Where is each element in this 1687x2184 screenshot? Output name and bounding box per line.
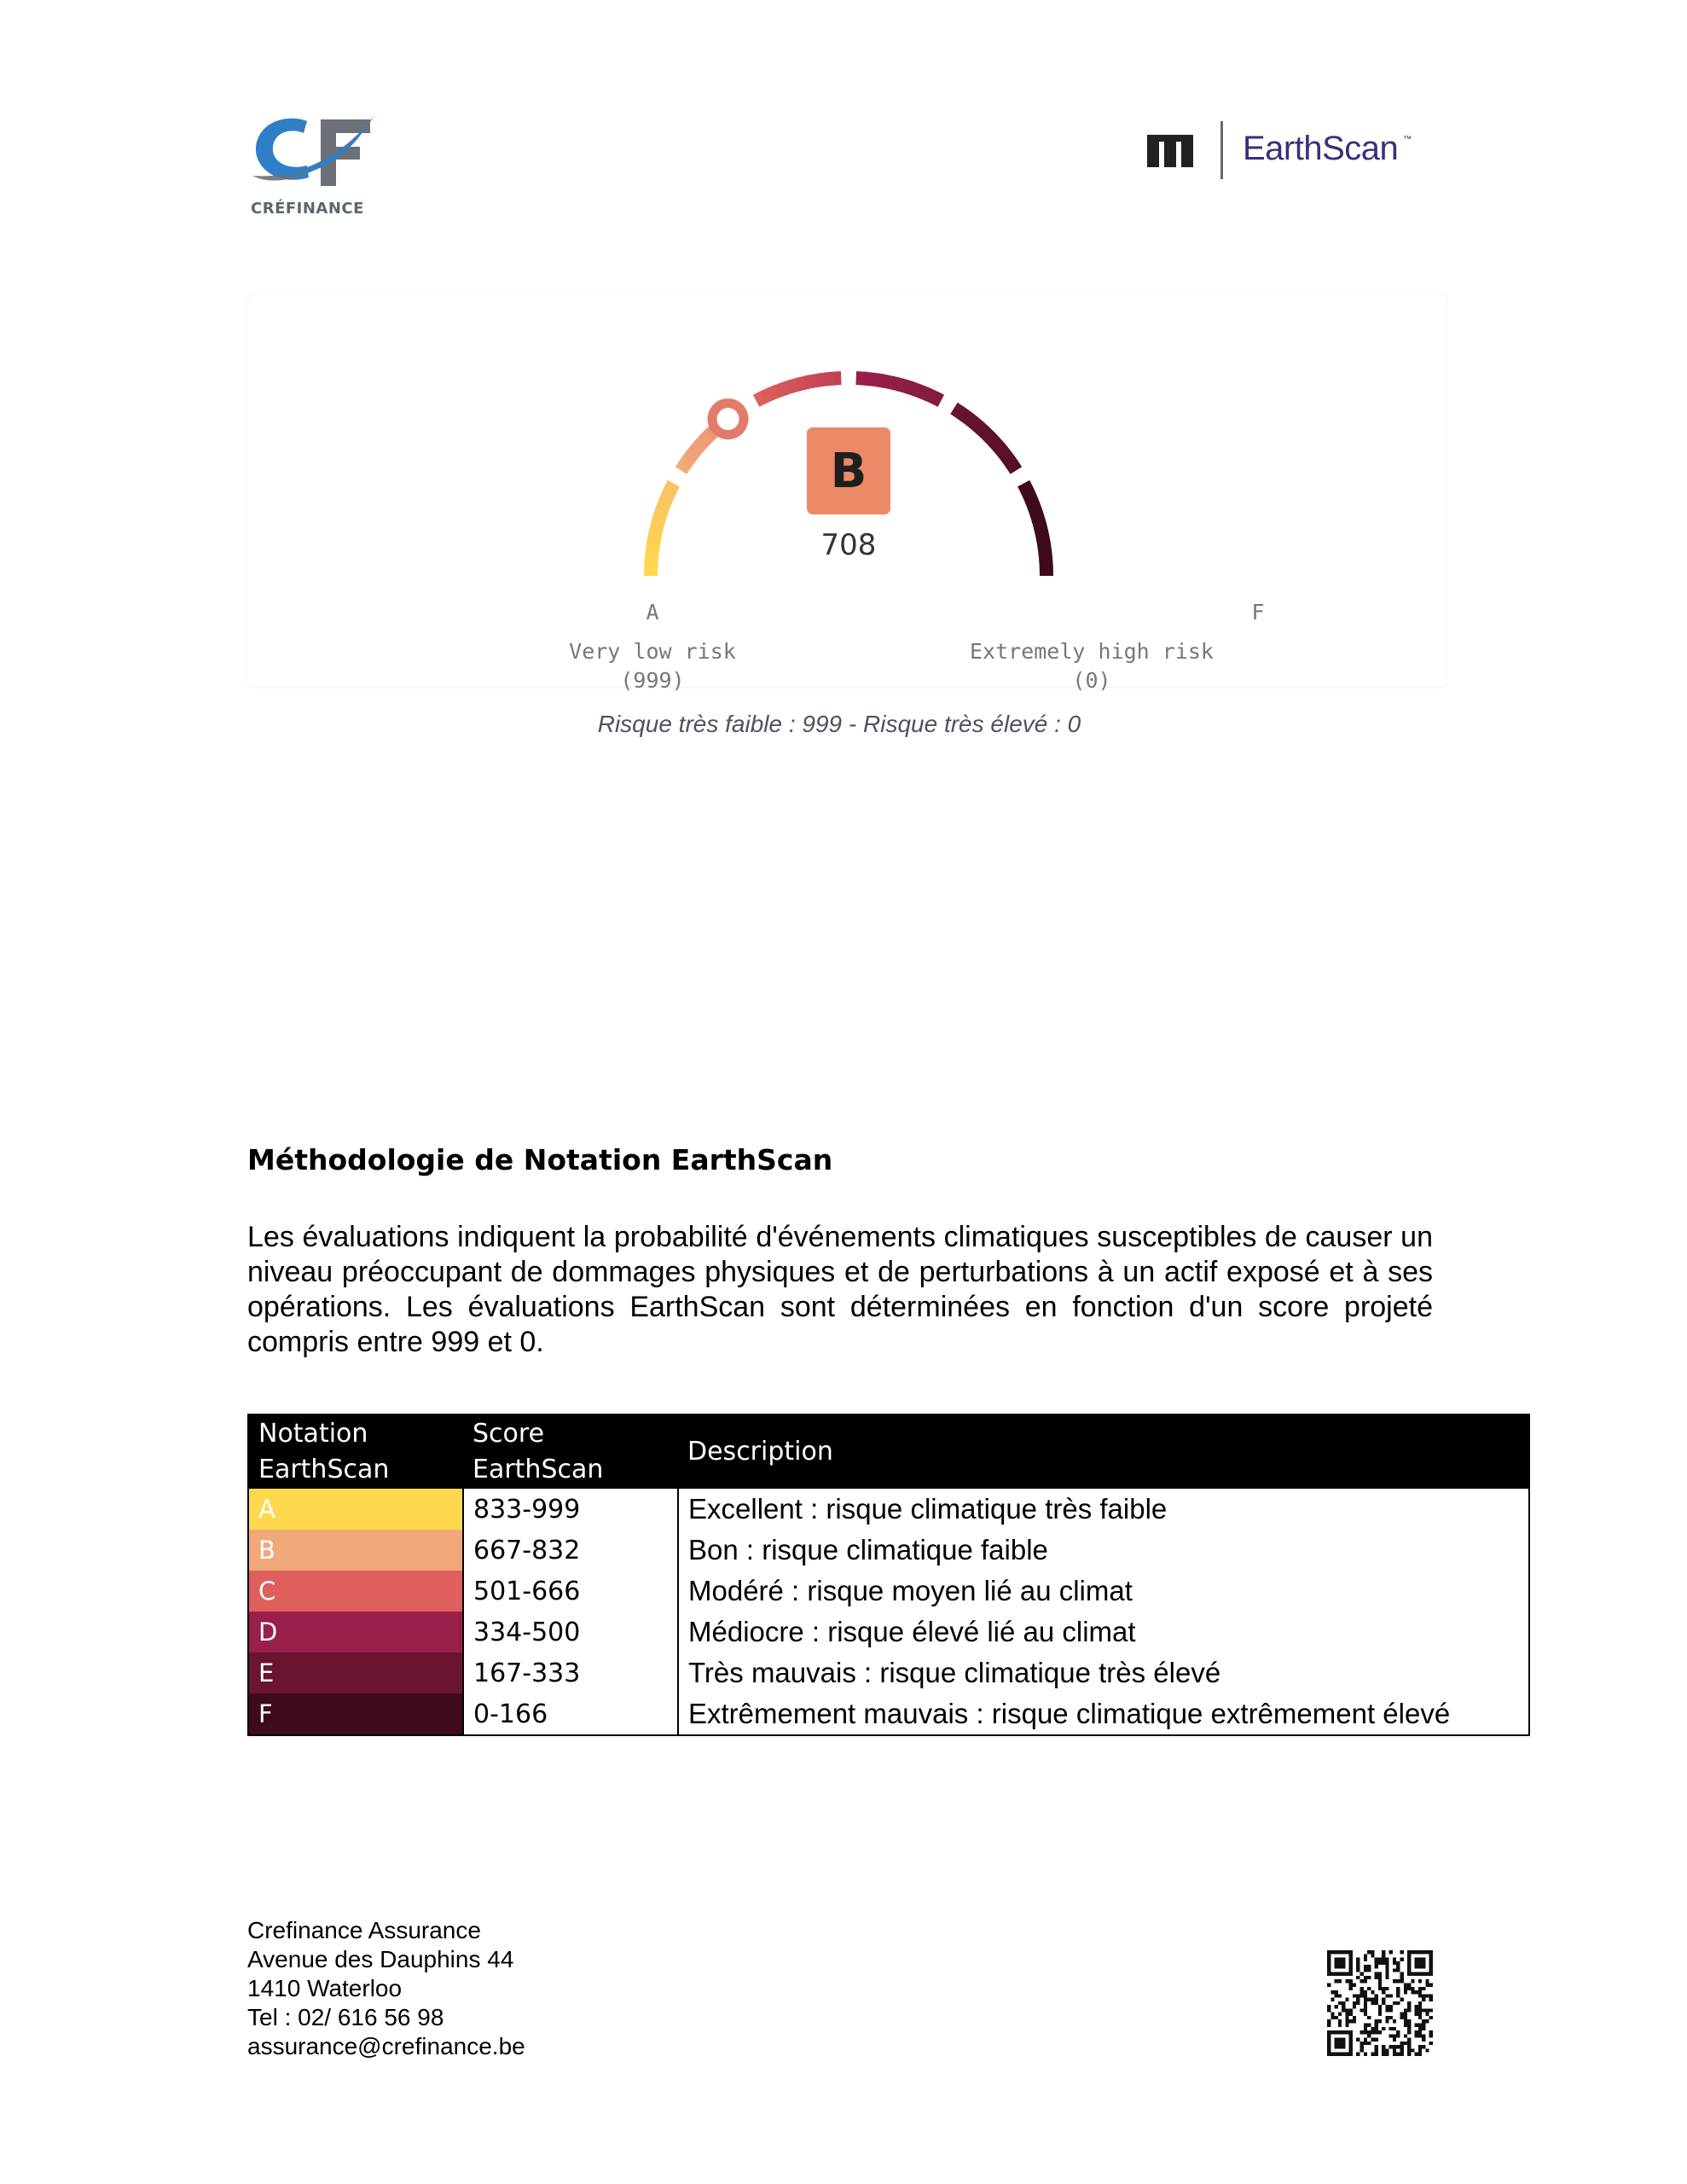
table-row (248, 1530, 1529, 1571)
gauge-segment (1042, 536, 1044, 544)
header-notation (248, 1414, 463, 1489)
qr-code-icon (1327, 1950, 1433, 2056)
gauge-segment (685, 458, 689, 465)
grade-cell: D (248, 1612, 463, 1653)
gauge-segment (907, 386, 914, 389)
gauge-left-label (546, 637, 759, 695)
gauge-segment (999, 447, 1004, 453)
gauge-segment (1012, 464, 1017, 470)
gauge-segment (994, 441, 999, 447)
earthscan-logo-name: EarthScan (1243, 130, 1399, 167)
gauge-segment (826, 379, 834, 380)
score-range-cell: 0-166 (463, 1693, 678, 1735)
gauge-segment (762, 394, 770, 398)
earthscan-trademark: ™ (1403, 135, 1412, 144)
gauge-segment (1027, 491, 1030, 498)
gauge-segment (769, 392, 777, 395)
crefinance-logo-name: CRÉFINANCE (251, 200, 364, 218)
gauge-segment (871, 379, 878, 380)
gauge-segment (791, 385, 798, 387)
gauge-segment (1034, 505, 1036, 514)
gauge-segment (819, 379, 826, 380)
risk-gauge-card (247, 294, 1448, 695)
gauge-score-marker (708, 398, 749, 439)
score-range-cell: 833-999 (463, 1489, 678, 1530)
rating-table (247, 1414, 1530, 1736)
gauge-left-score: (999) (620, 668, 685, 693)
table-row (248, 1571, 1529, 1612)
gauge-right-score: (0) (1072, 668, 1111, 693)
gauge-segment (704, 435, 710, 441)
table-row (248, 1612, 1529, 1653)
methodology-title: Méthodologie de Notation EarthScan (247, 1143, 833, 1176)
gauge-segment (681, 464, 686, 471)
gauge-segment (652, 543, 653, 552)
description-cell: Modéré : risque moyen lié au climat (678, 1571, 1529, 1612)
gauge-segment (1023, 484, 1028, 491)
description-cell: Très mauvais : risque climatique très élevé (678, 1653, 1529, 1693)
gauge-segment (658, 512, 661, 520)
gauge-segment (1008, 458, 1012, 465)
gauge-segment (960, 412, 967, 416)
grade-cell: F (248, 1693, 463, 1735)
grade-cell: A (248, 1489, 463, 1530)
gauge-segment (1039, 520, 1041, 529)
header-description: Description (678, 1414, 1529, 1489)
table-header-row (248, 1414, 1529, 1489)
gauge-segment (694, 446, 699, 452)
header-score-line2: EarthScan (472, 1455, 604, 1484)
score-range-cell: 167-333 (463, 1653, 678, 1693)
gauge-right-label-text: Extremely high risk (970, 639, 1214, 664)
gauge-segment (655, 527, 657, 536)
grade-cell: C (248, 1571, 463, 1612)
logo-divider (1220, 121, 1223, 179)
gauge-right-grade: F (1251, 600, 1265, 624)
table-body (248, 1489, 1529, 1735)
gauge-caption: Risque très faible : 999 - Risque très élevé : 0 (597, 711, 1081, 737)
description-cell: Extrêmement mauvais : risque climatique extrêmement élevé (678, 1693, 1529, 1735)
header-notation-line1: Notation (258, 1419, 368, 1449)
gauge-segment (914, 389, 922, 392)
gauge-segment (757, 398, 763, 401)
score-value: 708 (820, 528, 877, 562)
gauge-segment (935, 398, 942, 401)
table-row (248, 1693, 1529, 1735)
description-cell: Médiocre : risque élevé lié au climat (678, 1612, 1529, 1653)
gauge-segment (661, 505, 664, 514)
gauge-segment (804, 381, 812, 383)
gauge-right-label (913, 637, 1271, 695)
gauge-segment (797, 383, 805, 385)
gauge-segment (1041, 528, 1042, 537)
gauge-segment (653, 536, 655, 544)
grade-cell: B (248, 1530, 463, 1571)
gauge-segment (651, 560, 652, 568)
earthscan-logo (1147, 118, 1420, 183)
footer-city: 1410 Waterloo (247, 1975, 403, 2001)
gauge-segment (1036, 513, 1039, 521)
footer-email: assurance@crefinance.be (247, 2033, 525, 2059)
gauge-segment (900, 385, 907, 387)
header-score (463, 1414, 678, 1489)
gauge-segment (863, 379, 871, 380)
footer-phone: Tel : 02/ 616 56 98 (247, 2004, 444, 2030)
grade-cell: E (248, 1653, 463, 1693)
gauge-segment (983, 431, 989, 437)
table-row (248, 1489, 1529, 1530)
gauge-segment (878, 380, 886, 382)
header-notation-line2: EarthScan (258, 1455, 390, 1484)
gauge-segment (667, 490, 670, 497)
crefinance-logo (247, 109, 392, 224)
crefinance-logo-icon (247, 109, 380, 195)
gauge-segment (954, 409, 960, 413)
gauge-left-grade: A (646, 600, 659, 624)
gauge-segment (689, 452, 694, 458)
gauge-segment (664, 497, 667, 505)
gauge-segment (1003, 452, 1008, 458)
gauge-marker-center (717, 408, 739, 430)
score-range-cell: 667-832 (463, 1530, 678, 1571)
score-range-cell: 334-500 (463, 1612, 678, 1653)
gauge-segment (670, 484, 674, 491)
gauge-segment (966, 416, 972, 421)
gauge-segment (988, 436, 994, 442)
gauge-segment (812, 380, 820, 381)
gauge-segment (921, 392, 929, 395)
gauge-segment (972, 421, 978, 427)
footer-company: Crefinance Assurance (247, 1917, 481, 1943)
score-range-cell: 501-666 (463, 1571, 678, 1612)
gauge-segment (1044, 544, 1045, 553)
gauge-segment (977, 426, 983, 431)
gauge-left-label-text: Very low risk (569, 639, 736, 664)
gauge-segment (657, 520, 659, 528)
gauge-segment (1030, 498, 1034, 506)
gauge-segment (856, 378, 864, 379)
gauge-segment (776, 389, 784, 392)
table-row (248, 1653, 1529, 1693)
gauge-segment (893, 383, 901, 385)
header-score-line1: Score (472, 1419, 545, 1449)
gauge-segment (928, 394, 936, 398)
footer-street: Avenue des Dauphins 44 (247, 1946, 514, 1972)
description-cell: Bon : risque climatique faible (678, 1530, 1529, 1571)
description-cell: Excellent : risque climatique très faible (678, 1489, 1529, 1530)
gauge-segment (699, 441, 704, 447)
methodology-text: Les évaluations indiquent la probabilité d'événements climatiques susceptibles de causer un niveau préoccupant de dommages physiques et de perturbations à un actif exposé et à ses opérations. Les évaluations EarthScan sont déterminées en fonction d'un score projeté compris entre 999 et 0. (247, 1221, 1433, 1358)
gauge-segment (783, 386, 791, 389)
grade-badge: B (807, 427, 890, 514)
earthscan-mark-icon (1147, 135, 1195, 167)
gauge-segment (1045, 552, 1046, 561)
gauge-segment (885, 381, 893, 383)
footer-address (247, 1916, 525, 2061)
